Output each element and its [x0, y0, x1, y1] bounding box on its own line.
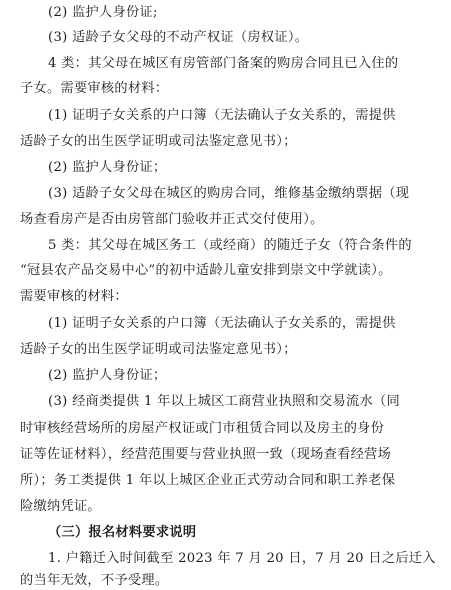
- text-line: (1) 证明子女关系的户口簿（无法确认子女关系的，需提供: [48, 108, 396, 123]
- text-line: (2) 监护人身份证；: [48, 160, 167, 175]
- text-line: (3) 经商类提供 1 年以上城区工商营业执照和交易流水（同: [48, 394, 400, 409]
- text-line: (3) 适龄子女父母的不动产权证（房权证）。: [48, 30, 309, 45]
- text-line: 需要审核的材料：: [20, 289, 128, 304]
- text-line: (1) 证明子女关系的户口簿（无法确认子女关系的，需提供: [48, 316, 396, 331]
- text-line: 险缴纳凭证。: [20, 499, 101, 514]
- text-line: 证等佐证材料），经营范围要与营业执照一致（现场查看经营场: [20, 447, 392, 462]
- text-line: 场查看房产是否由房管部门验收并正式交付使用）。: [20, 212, 324, 227]
- text-line: (2) 监护人身份证;: [48, 5, 158, 20]
- text-line: (3) 适龄子女父母在城区的购房合同，维修基金缴纳票据（现: [48, 186, 410, 201]
- text-line: 子女。需要审核的材料：: [20, 81, 169, 96]
- text-line: 5 类：其父母在城区务工（或经商）的随迁子女（符合条件的: [48, 238, 412, 253]
- text-line: (2) 监护人身份证；: [48, 368, 167, 383]
- text-line: 的当年无效，不予受理。: [20, 573, 169, 588]
- text-line: 时审核经营场所的房屋产权证或门市租赁合同以及房主的身份: [20, 421, 385, 436]
- text-line: 所）；务工类提供 1 年以上城区企业正式劳动合同和职工养老保: [20, 473, 396, 488]
- text-line: “冠县农产品交易中心”的初中适龄儿童安排到崇文中学就读）。: [20, 263, 392, 278]
- text-line: 适龄子女的出生医学证明或司法鉴定意见书）；: [20, 342, 297, 357]
- text-line: 4 类：其父母在城区有房管部门备案的购房合同且已入住的: [48, 56, 399, 71]
- section-heading: （三）报名材料要求说明: [48, 525, 197, 540]
- text-line: 1. 户籍迁入时间截至 2023 年 7 月 20 日，7 月 20 日之后迁入: [48, 551, 436, 566]
- text-line: 适龄子女的出生医学证明或司法鉴定意见书）；: [20, 134, 297, 149]
